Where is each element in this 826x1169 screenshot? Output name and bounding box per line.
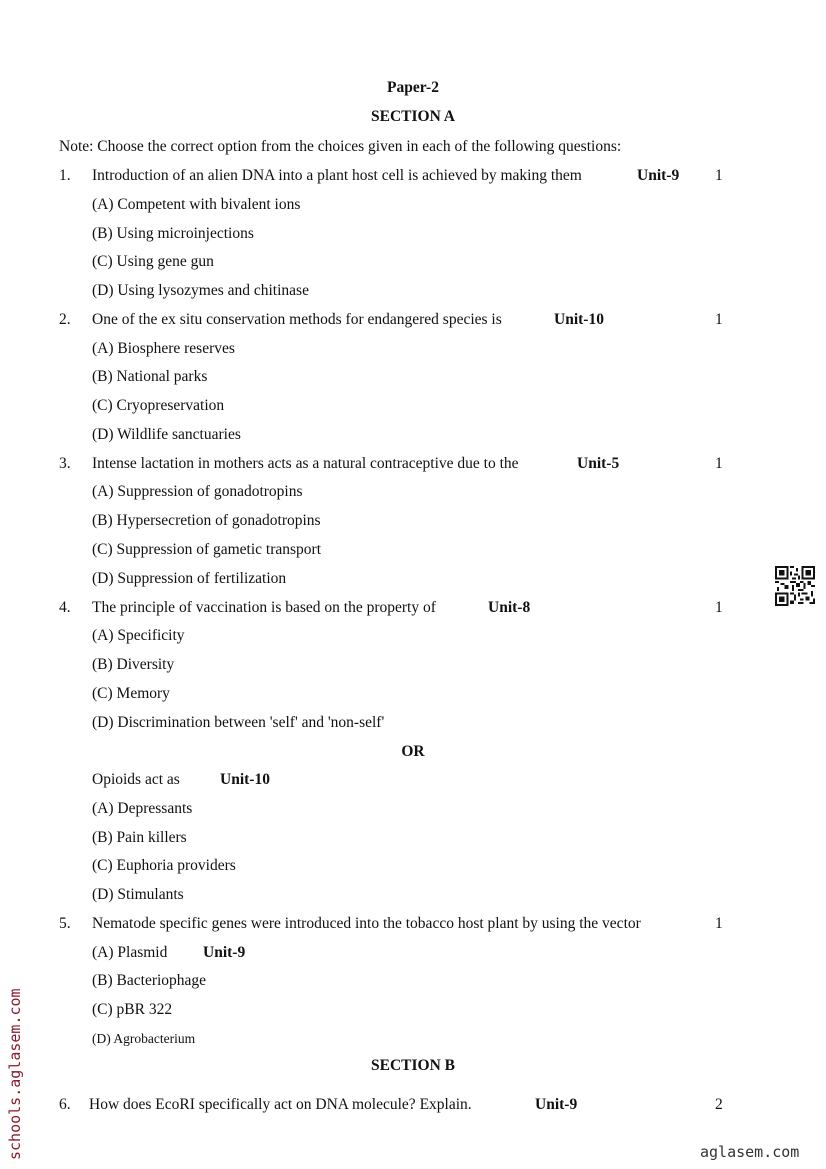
question-4-alt-option-c: (C) Euphoria providers [92, 857, 236, 874]
question-2-option-a: (A) Biosphere reserves [92, 340, 235, 357]
question-5-option-a: (A) Plasmid [92, 944, 168, 961]
question-4-option-c: (C) Memory [92, 685, 170, 702]
question-4-number: 4. [59, 599, 71, 616]
instructions-note: Note: Choose the correct option from the choices given in each of the following questions: [59, 138, 622, 155]
question-5-unit: Unit-9 [203, 944, 246, 961]
question-5-option-b: (B) Bacteriophage [92, 972, 207, 989]
question-6-number: 6. [59, 1096, 71, 1113]
question-4-text: The principle of vaccination is based on the property of [92, 599, 436, 616]
question-1-option-d: (D) Using lysozymes and chitinase [92, 282, 309, 299]
side-watermark: schools.aglasem.com [6, 988, 24, 1160]
section-b-heading: SECTION B [371, 1057, 455, 1074]
question-3-marks: 1 [715, 455, 723, 472]
question-4-option-b: (B) Diversity [92, 656, 175, 673]
question-2-unit: Unit-10 [554, 311, 604, 328]
section-a-heading: SECTION A [371, 108, 455, 125]
question-2-option-b: (B) National parks [92, 368, 208, 385]
question-4-marks: 1 [715, 599, 723, 616]
question-4-option-a: (A) Specificity [92, 627, 185, 644]
question-1-option-c: (C) Using gene gun [92, 253, 214, 270]
question-6-marks: 2 [715, 1096, 723, 1113]
question-5-number: 5. [59, 915, 71, 932]
question-5-text: Nematode specific genes were introduced into the tobacco host plant by using the vector [92, 915, 641, 932]
question-2-number: 2. [59, 311, 71, 328]
question-4-alt-option-d: (D) Stimulants [92, 886, 184, 903]
or-divider: OR [401, 743, 425, 760]
question-1-number: 1. [59, 167, 71, 184]
question-4-option-d: (D) Discrimination between 'self' and 'non-self' [92, 714, 385, 731]
question-3-option-b: (B) Hypersecretion of gonadotropins [92, 512, 321, 529]
question-2-text: One of the ex situ conservation methods for endangered species is [92, 311, 502, 328]
question-2-option-c: (C) Cryopreservation [92, 397, 225, 414]
question-1-unit: Unit-9 [637, 167, 680, 184]
question-3-number: 3. [59, 455, 71, 472]
question-3-unit: Unit-5 [577, 455, 620, 472]
qr-code-icon [775, 566, 815, 606]
paper-title: Paper-2 [387, 79, 439, 96]
question-5-marks: 1 [715, 915, 723, 932]
question-2-option-d: (D) Wildlife sanctuaries [92, 426, 241, 443]
question-3-text: Intense lactation in mothers acts as a natural contraceptive due to the [92, 455, 519, 472]
question-4-alt-option-b: (B) Pain killers [92, 829, 187, 846]
question-3-option-d: (D) Suppression of fertilization [92, 570, 287, 587]
footer-watermark: aglasem.com [700, 1143, 800, 1161]
question-4-unit: Unit-8 [488, 599, 531, 616]
question-5-option-d: (D) Agrobacterium [92, 1031, 196, 1046]
question-3-option-a: (A) Suppression of gonadotropins [92, 483, 303, 500]
question-1-option-a: (A) Competent with bivalent ions [92, 196, 301, 213]
question-6-unit: Unit-9 [535, 1096, 578, 1113]
question-6-text: How does EcoRI specifically act on DNA molecule? Explain. [89, 1096, 472, 1113]
question-5-option-c: (C) pBR 322 [92, 1001, 173, 1018]
question-1-marks: 1 [715, 167, 723, 184]
question-4-alt-unit: Unit-10 [220, 771, 270, 788]
question-3-option-c: (C) Suppression of gametic transport [92, 541, 322, 558]
question-1-option-b: (B) Using microinjections [92, 225, 254, 242]
question-4-alt-option-a: (A) Depressants [92, 800, 193, 817]
question-2-marks: 1 [715, 311, 723, 328]
question-4-alt-text: Opioids act as [92, 771, 180, 788]
question-1-text: Introduction of an alien DNA into a plant host cell is achieved by making them [92, 167, 582, 184]
